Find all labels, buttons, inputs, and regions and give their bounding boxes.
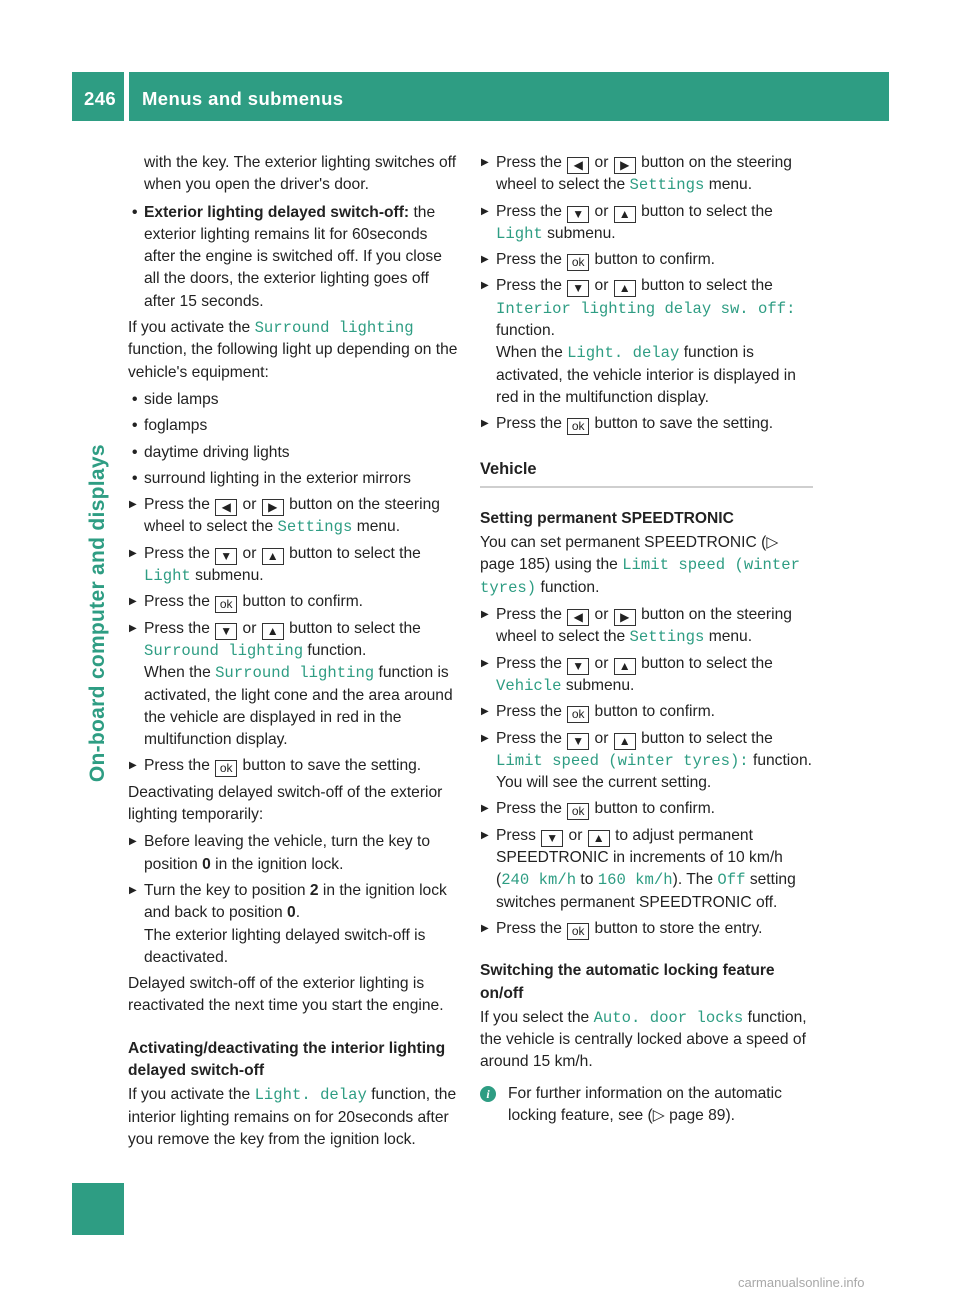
instruction-step: ▶ Press the ▼ or ▲ button to select the Vehicle submenu. [480, 653, 813, 698]
menu-code: Limit speed (winter tyres): [496, 751, 749, 770]
up-key-icon: ▲ [614, 206, 636, 223]
paragraph: Delayed switch-off of the exterior lighting is reactivated the next time you start the engine. [128, 975, 444, 1015]
right-key-icon: ▶ [262, 499, 284, 516]
subsection-heading: Switching the automatic locking feature on/off [480, 962, 775, 1002]
menu-code: Light [496, 224, 543, 243]
instruction-step: ▶ Press the ▼ or ▲ button to select the Limit speed (winter tyres): function. You will see the current setting. [480, 728, 813, 795]
instruction-step: ▶ Before leaving the vehicle, turn the key to position 0 in the ignition lock. [128, 831, 461, 876]
ok-key-icon: ok [215, 596, 237, 613]
side-chapter-label [80, 171, 116, 1056]
menu-code: Light [144, 567, 191, 586]
menu-code: Surround lighting [215, 664, 375, 683]
side-chapter-marker [72, 1183, 124, 1235]
instruction-step: ▶ Press the ▼ or ▲ button to select the Light submenu. [480, 201, 813, 246]
down-key-icon: ▼ [215, 623, 237, 640]
left-key-icon: ◀ [215, 499, 237, 516]
instruction-step: ▶ Press the ok button to store the entry. [480, 918, 813, 940]
page-title: Menus and submenus [142, 88, 344, 109]
down-key-icon: ▼ [567, 733, 589, 750]
instruction-step: ▶ Press the ◀ or ▶ button on the steering wheel to select the Settings menu. [480, 152, 813, 197]
instruction-step: ▶ Press the ▼ or ▲ button to select the Surround lighting function. When the Surround lighting function is activated, the light cone and the area around the vehicle are displayed in red in the multifunction display. [128, 618, 461, 752]
right-column [480, 152, 813, 1131]
instruction-step: ▶ Press the ok button to confirm. [128, 591, 461, 613]
page-ref-icon: ▷ [652, 1106, 665, 1124]
menu-code: Light. delay [254, 1086, 367, 1105]
instruction-step: ▶ Press the ok button to confirm. [480, 249, 813, 271]
menu-code: Surround lighting [254, 319, 414, 338]
menu-code: Surround lighting [144, 641, 304, 660]
down-key-icon: ▼ [567, 206, 589, 223]
up-key-icon: ▲ [262, 623, 284, 640]
right-key-icon: ▶ [614, 609, 636, 626]
list-item: • foglamps [128, 415, 461, 437]
left-column [128, 152, 461, 1156]
page-ref-icon: ▷ [766, 534, 779, 552]
up-key-icon: ▲ [614, 658, 636, 675]
watermark: carmanualsonline.info [738, 1275, 865, 1290]
list-item: • surround lighting in the exterior mirrors [128, 468, 461, 490]
menu-code: 160 km/h [597, 871, 673, 890]
up-key-icon: ▲ [614, 733, 636, 750]
instruction-step: ▶ Press the ok button to confirm. [480, 701, 813, 723]
up-key-icon: ▲ [614, 280, 636, 297]
instruction-step: ▶ Press the ▼ or ▲ button to select the Light submenu. [128, 543, 461, 588]
continued-text: with the key. The exterior lighting switches off when you open the driver's door. [144, 154, 457, 194]
down-key-icon: ▼ [567, 280, 589, 297]
instruction-step: ▶ Turn the key to position 2 in the ignition lock and back to position 0. The exterior lighting delayed switch-off is deactivated. [128, 880, 461, 969]
down-key-icon: ▼ [567, 658, 589, 675]
ok-key-icon: ok [567, 254, 589, 271]
subsection-heading: Activating/deactivating the interior lighting delayed switch-off [128, 1039, 446, 1079]
menu-code: Off [717, 871, 746, 890]
menu-code: Settings [629, 176, 705, 195]
instruction-step: ▶ Press the ok button to save the setting. [128, 755, 461, 777]
right-key-icon: ▶ [614, 157, 636, 174]
left-key-icon: ◀ [567, 157, 589, 174]
paragraph: If you activate the Light. delay function, the interior lighting remains on for 20seconds after you remove the key from the ignition lock. [128, 1086, 457, 1148]
ok-key-icon: ok [567, 803, 589, 820]
instruction-step: ▶ Press the ok button to confirm. [480, 798, 813, 820]
up-key-icon: ▲ [262, 548, 284, 565]
menu-code: Settings [277, 518, 353, 537]
down-key-icon: ▼ [541, 830, 563, 847]
section-title-vehicle: Vehicle [480, 458, 813, 488]
chapter-title: On-board computer and displays [85, 444, 109, 783]
menu-code: Limit speed (winter tyres) [480, 556, 800, 597]
instruction-step: ▶ Press the ◀ or ▶ button on the steering wheel to select the Settings menu. [480, 604, 813, 649]
paragraph: You can set permanent SPEEDTRONIC (▷ page 185) using the Limit speed (winter tyres) function. [480, 534, 800, 597]
instruction-step: ▶ Press ▼ or ▲ to adjust permanent SPEEDTRONIC in increments of 10 km/h (240 km/h to 160 km/h). The Off setting switches permanent SPEEDTRONIC off. [480, 825, 813, 914]
left-key-icon: ◀ [567, 609, 589, 626]
menu-code: Interior lighting delay sw. off: [496, 299, 796, 318]
menu-code: Light. delay [567, 344, 680, 363]
header-title-bar [129, 72, 889, 121]
instruction-step: ▶ Press the ◀ or ▶ button on the steering wheel to select the Settings menu. [128, 494, 461, 539]
menu-code: 240 km/h [501, 871, 577, 890]
info-note: i For further information on the automatic locking feature, see (▷ page 89). [480, 1083, 813, 1128]
ok-key-icon: ok [215, 760, 237, 777]
list-item: • daytime driving lights [128, 442, 461, 464]
subsection-heading: Setting permanent SPEEDTRONIC [480, 509, 734, 527]
paragraph: If you select the Auto. door locks function, the vehicle is centrally locked above a speed of around 15 km/h. [480, 1008, 807, 1071]
menu-code: Vehicle [496, 676, 562, 695]
ok-key-icon: ok [567, 923, 589, 940]
ok-key-icon: ok [567, 418, 589, 435]
menu-code: Settings [629, 628, 705, 647]
instruction-step: ▶ Press the ok button to save the setting. [480, 413, 813, 435]
header-page-number-bar [72, 72, 124, 121]
menu-code: Auto. door locks [593, 1008, 744, 1027]
list-item: • Exterior lighting delayed switch-off: the exterior lighting remains lit for 60seconds after the engine is switched off. If you close all the doors, the exterior lighting goes off after 15 seconds. [128, 202, 461, 313]
info-icon: i [480, 1086, 496, 1102]
up-key-icon: ▲ [588, 830, 610, 847]
paragraph: If you activate the Surround lighting function, the following light up depending on the vehicle's equipment: [128, 319, 458, 381]
instruction-step: ▶ Press the ▼ or ▲ button to select the Interior lighting delay sw. off: function. When the Light. delay function is activated, the vehicle interior is displayed in red in the multifunction display. [480, 275, 813, 409]
down-key-icon: ▼ [215, 548, 237, 565]
page-number: 246 [84, 88, 117, 109]
paragraph: Deactivating delayed switch-off of the exterior lighting temporarily: [128, 783, 443, 824]
ok-key-icon: ok [567, 706, 589, 723]
list-item: • side lamps [128, 389, 461, 411]
